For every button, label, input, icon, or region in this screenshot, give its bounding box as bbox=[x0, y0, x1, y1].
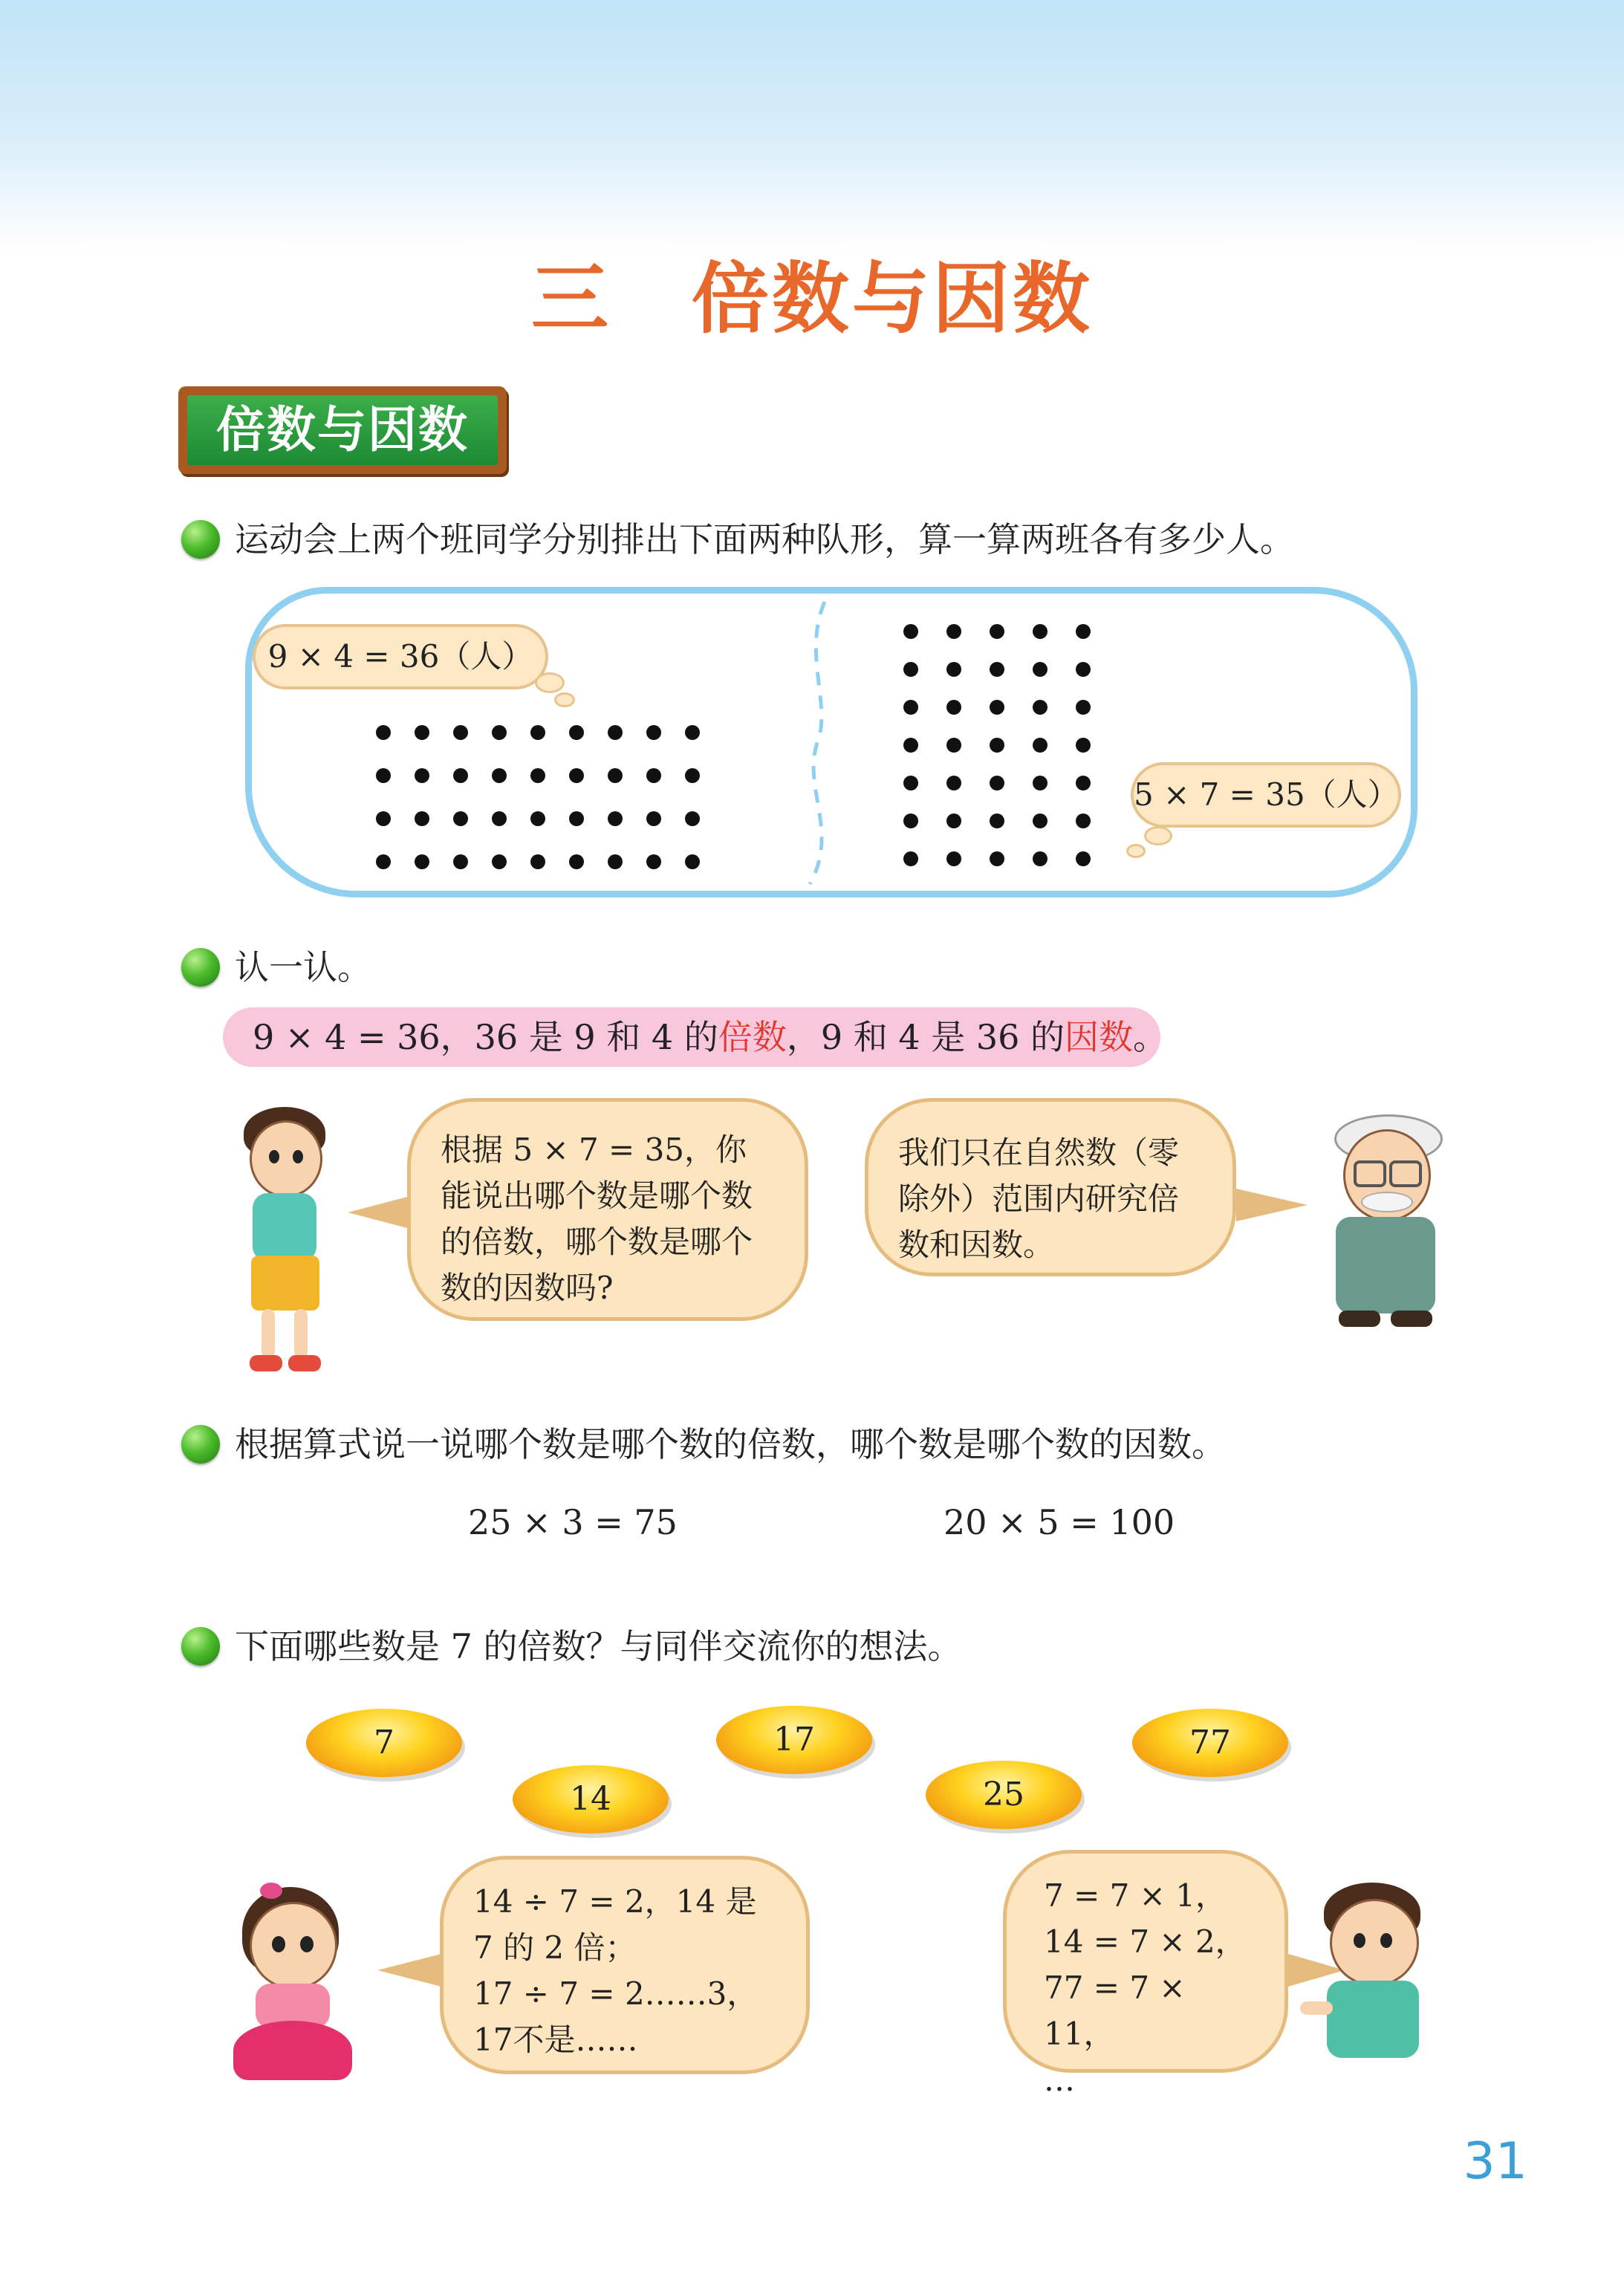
bubble-tail-icon bbox=[1236, 1189, 1308, 1221]
formation-dot bbox=[1033, 624, 1048, 639]
formation-dot bbox=[608, 725, 623, 740]
boy2-speech-line: 7 = 7 × 1， bbox=[1044, 1877, 1227, 1914]
right-formula-cloud bbox=[1131, 762, 1401, 828]
formation-dot bbox=[608, 811, 623, 826]
formation-dot bbox=[903, 624, 918, 639]
page-number: 31 bbox=[1463, 2132, 1527, 2191]
formation-dot bbox=[646, 768, 661, 783]
thought-dot-icon bbox=[1144, 826, 1172, 845]
formation-dot bbox=[990, 851, 1004, 866]
formation-dot bbox=[530, 725, 545, 740]
formation-dot bbox=[903, 700, 918, 715]
girl-speech-bubble bbox=[440, 1856, 810, 2074]
boy2-speech-line: 14 = 7 × 2， bbox=[1044, 1923, 1247, 1960]
formation-dot bbox=[1076, 624, 1091, 639]
thought-dot-icon bbox=[535, 672, 565, 693]
formation-dot bbox=[1076, 700, 1091, 715]
formation-dot bbox=[415, 854, 429, 869]
formation-dot bbox=[492, 725, 507, 740]
formation-dot bbox=[376, 768, 391, 783]
definition-part-2: ，9 和 4 是 36 的 bbox=[786, 1017, 1065, 1057]
formation-dot bbox=[1033, 776, 1048, 790]
formation-dot bbox=[903, 662, 918, 677]
formation-dot bbox=[530, 768, 545, 783]
chapter-title: 三 倍数与因数 bbox=[530, 253, 1093, 344]
formation-dot bbox=[530, 854, 545, 869]
girl-speech-line: 17不是…… bbox=[473, 2021, 638, 2058]
bullet-icon bbox=[181, 1425, 220, 1464]
formation-dot bbox=[1076, 813, 1091, 828]
girl-character bbox=[223, 1887, 364, 2080]
formation-dot bbox=[415, 811, 429, 826]
question-4-text: 下面哪些数是 7 的倍数？与同伴交流你的想法。 bbox=[235, 1626, 962, 1666]
girl-speech-line: 14 ÷ 7 = 2，14 是 bbox=[473, 1883, 757, 1920]
definition-bar bbox=[223, 1007, 1168, 1067]
girl-speech-line: 7 的 2 倍； bbox=[473, 1929, 637, 1966]
formation-dot bbox=[646, 725, 661, 740]
formation-dot bbox=[453, 725, 468, 740]
panel-divider bbox=[787, 594, 847, 892]
formation-dot bbox=[608, 854, 623, 869]
teacher-speech-text: 我们只在自然数（零除外）范围内研究倍数和因数。 bbox=[898, 1134, 1180, 1263]
number-oval: 77 bbox=[1132, 1709, 1288, 1777]
formation-dot bbox=[903, 776, 918, 790]
formation-dot bbox=[1076, 851, 1091, 866]
formation-dot bbox=[1033, 813, 1048, 828]
formation-dot bbox=[990, 624, 1004, 639]
bullet-icon bbox=[181, 948, 220, 987]
term-multiple: 倍数 bbox=[718, 1017, 787, 1057]
formation-dot bbox=[946, 851, 961, 866]
formation-dot bbox=[453, 768, 468, 783]
boy-speech-bubble bbox=[407, 1098, 808, 1321]
formation-dot bbox=[946, 738, 961, 753]
formation-dot bbox=[492, 854, 507, 869]
thought-dot-icon bbox=[1126, 844, 1146, 858]
formation-dot bbox=[608, 768, 623, 783]
formation-dot bbox=[646, 854, 661, 869]
number-oval: 7 bbox=[306, 1709, 462, 1777]
definition-part-3: 。 bbox=[1133, 1017, 1168, 1057]
right-dot-grid bbox=[903, 624, 1097, 869]
formation-dot bbox=[1033, 738, 1048, 753]
equation-1: 25 × 3 = 75 bbox=[468, 1502, 678, 1542]
formation-dot bbox=[415, 725, 429, 740]
boy2-character bbox=[1308, 1883, 1441, 2068]
formation-dot bbox=[1033, 662, 1048, 677]
formation-dot bbox=[990, 813, 1004, 828]
formation-dot bbox=[946, 662, 961, 677]
formation-dot bbox=[990, 700, 1004, 715]
formation-dot bbox=[903, 813, 918, 828]
section-badge bbox=[178, 386, 507, 474]
formation-dot bbox=[569, 725, 584, 740]
formation-dot bbox=[492, 768, 507, 783]
boy2-speech-bubble bbox=[1003, 1850, 1288, 2098]
formation-dot bbox=[1076, 662, 1091, 677]
formation-dot bbox=[453, 811, 468, 826]
formation-dot bbox=[990, 738, 1004, 753]
boy-character bbox=[236, 1107, 333, 1374]
formation-dot bbox=[946, 700, 961, 715]
left-dot-grid bbox=[376, 725, 703, 874]
formation-dot bbox=[946, 776, 961, 790]
formation-dot bbox=[685, 854, 700, 869]
formation-dot bbox=[685, 768, 700, 783]
term-factor: 因数 bbox=[1065, 1017, 1134, 1057]
formation-dot bbox=[453, 854, 468, 869]
thought-dot-icon bbox=[554, 692, 575, 707]
right-formula: 5 × 7 = 35（人） bbox=[1134, 776, 1399, 813]
formation-dot bbox=[685, 725, 700, 740]
formation-dot bbox=[903, 851, 918, 866]
bullet-icon bbox=[181, 520, 220, 559]
bullet-icon bbox=[181, 1627, 220, 1666]
definition-part-1: 9 × 4 = 36，36 是 9 和 4 的 bbox=[253, 1017, 718, 1057]
bubble-tail-icon bbox=[377, 1954, 441, 1987]
formation-dot bbox=[1033, 700, 1048, 715]
formation-dot bbox=[415, 768, 429, 783]
formation-dot bbox=[1076, 776, 1091, 790]
question-3-text: 根据算式说一说哪个数是哪个数的倍数，哪个数是哪个数的因数。 bbox=[235, 1424, 1226, 1464]
formation-dot bbox=[946, 813, 961, 828]
number-oval: 14 bbox=[513, 1765, 669, 1834]
formation-dot bbox=[685, 811, 700, 826]
left-formula: 9 × 4 = 36（人） bbox=[267, 638, 533, 675]
formation-dot bbox=[569, 811, 584, 826]
formation-dot bbox=[376, 811, 391, 826]
number-oval: 25 bbox=[926, 1761, 1082, 1829]
formation-dot bbox=[376, 854, 391, 869]
formation-dot bbox=[1033, 851, 1048, 866]
header-background bbox=[0, 0, 1624, 253]
formation-dot bbox=[530, 811, 545, 826]
teacher-character bbox=[1322, 1114, 1449, 1330]
formation-dot bbox=[1076, 738, 1091, 753]
boy2-speech-line: … bbox=[1044, 2062, 1075, 2098]
girl-speech-line: 17 ÷ 7 = 2……3， bbox=[473, 1975, 759, 2012]
formation-dot bbox=[903, 738, 918, 753]
section-badge-label: 倍数与因数 bbox=[187, 395, 498, 465]
left-formula-cloud bbox=[253, 624, 548, 689]
equation-2: 20 × 5 = 100 bbox=[943, 1502, 1175, 1542]
boy-speech-text: 根据 5 × 7 = 35，你能说出哪个数是哪个数的倍数，哪个数是哪个数的因数吗? bbox=[441, 1131, 753, 1306]
formation-dot bbox=[946, 624, 961, 639]
formation-dot bbox=[492, 811, 507, 826]
formation-dot bbox=[646, 811, 661, 826]
formation-dot bbox=[569, 854, 584, 869]
number-oval: 17 bbox=[716, 1706, 872, 1774]
formation-dot bbox=[990, 776, 1004, 790]
question-1-text: 运动会上两个班同学分别排出下面两种队形，算一算两班各有多少人。 bbox=[235, 519, 1294, 559]
formation-dot bbox=[376, 725, 391, 740]
formation-dot bbox=[990, 662, 1004, 677]
formation-dot bbox=[569, 768, 584, 783]
teacher-speech-bubble bbox=[865, 1098, 1236, 1276]
boy2-speech-line: 77 = 7 × 11， bbox=[1044, 1969, 1186, 2052]
bubble-tail-icon bbox=[348, 1196, 410, 1229]
question-2-text: 认一认。 bbox=[235, 947, 371, 987]
